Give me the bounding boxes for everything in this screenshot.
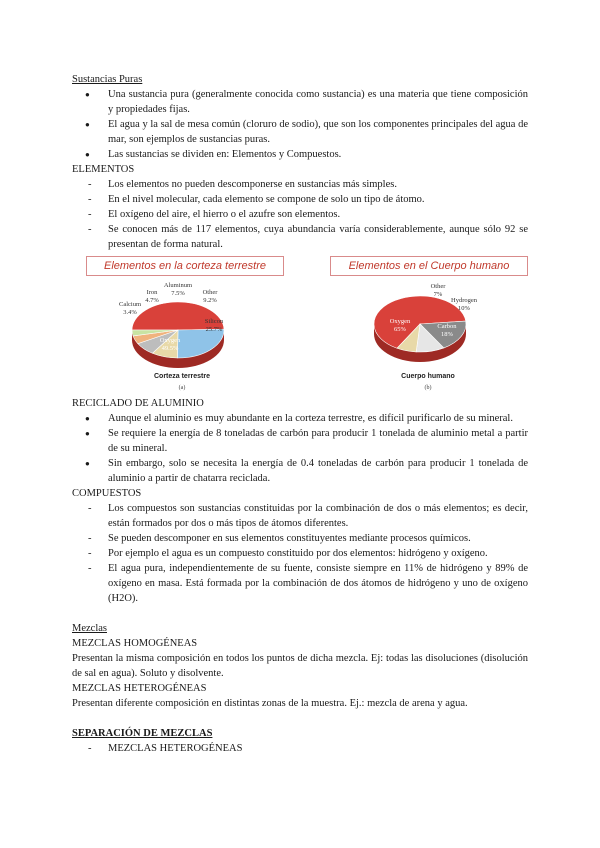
list-item: ● Sin embargo, solo se necesita la energía de 0.4 toneladas de carbón para producir 1 tonelada de aluminio a partir de chatarra reciclada. (72, 456, 528, 486)
spacer (72, 606, 528, 621)
label-other: Other (202, 289, 218, 296)
list-item: - En el nivel molecular, cada elemento se compone de solo un tipo de átomo. (72, 192, 528, 207)
body-sub-label: (b) (424, 385, 432, 391)
label-silicon: Silicon (204, 318, 224, 325)
list-item: - Los elementos no pueden descomponerse en sustancias más simples. (72, 177, 528, 192)
body-caption: Cuerpo humano (401, 373, 455, 380)
label-oxygen: Oxygen (389, 318, 411, 325)
separacion-list (72, 741, 528, 756)
list-item: - El agua pura, independientemente de su fuente, consiste siempre en 11% de hidrógeno y 89% de oxígeno en masa. Está formada por la combinación de dos átomos de hidrógeno y uno de oxígeno (H2O). (72, 561, 528, 606)
sustancias-bullets (72, 87, 528, 162)
body-panel (330, 256, 540, 394)
list-item: ● Una sustancia pura (generalmente conocida como sustancia) es una materia que tiene composición y propiedades fijas. (72, 87, 528, 117)
label-other: Other (430, 283, 446, 290)
list-item: ● Se requiere la energía de 8 toneladas de carbón para producir 1 tonelada de aluminio metal a partir de su mineral. (72, 426, 528, 456)
elementos-list (72, 177, 528, 252)
label-oxygen: Oxygen (159, 337, 181, 344)
label-other-pct: 9.2% (203, 297, 217, 304)
crust-panel (86, 256, 296, 394)
crust-caption: Corteza terrestre (153, 373, 211, 380)
subsection-title-homogeneas: MEZCLAS HOMOGÉNEAS (72, 638, 198, 649)
section-title-elementos: ELEMENTOS (72, 164, 135, 175)
homogeneas-text: Presentan la misma composición en todos los puntos de dicha mezcla. Ej: todas las disoluciones (disolución de sal en agua). Soluto y disolvente. (72, 653, 528, 679)
label-calcium: Calcium (118, 301, 142, 308)
list-item: - Se pueden descomponer en sus elementos constituyentes mediante procesos químicos. (72, 531, 528, 546)
subsection-title-heterogeneas: MEZCLAS HETEROGÉNEAS (72, 683, 207, 694)
crust-pie-chart (86, 278, 296, 394)
document-content (72, 72, 528, 756)
label-aluminum: Aluminum (163, 282, 193, 289)
reciclado-bullets (72, 411, 528, 486)
label-oxygen-pct: 65% (394, 326, 406, 333)
spacer (72, 711, 528, 726)
label-oxygen-pct: 49.5% (161, 345, 179, 352)
label-hydrogen: Hydrogen (451, 297, 477, 304)
label-other-pct: 7% (433, 291, 443, 298)
list-item: ● Las sustancias se dividen en: Elementos y Compuestos. (72, 147, 528, 162)
label-aluminum-pct: 7.5% (171, 290, 185, 297)
list-item: - Por ejemplo el agua es un compuesto constituido por dos elementos: hidrógeno y oxígeno. (72, 546, 528, 561)
body-pie-chart (330, 278, 540, 394)
label-calcium-pct: 3.4% (123, 309, 137, 316)
section-title-mezclas: Mezclas (72, 623, 107, 634)
label-iron: Iron (146, 289, 158, 296)
compuestos-list (72, 501, 528, 606)
list-item: - Los compuestos son sustancias constituidas por la combinación de dos o más elementos; es decir, están formados por dos o más tipos de átomos diferentes. (72, 501, 528, 531)
section-title-sustancias: Sustancias Puras (72, 74, 143, 85)
label-iron-pct: 4.7% (145, 297, 159, 304)
crust-sub-label: (a) (178, 385, 186, 391)
crust-pie-slices (132, 302, 224, 368)
list-item: - Se conocen más de 117 elementos, cuya abundancia varía considerablemente, aunque sólo 92 se presentan de forma natural. (72, 222, 528, 252)
crust-chart-title: Elementos en la corteza terrestre (86, 256, 284, 276)
list-item: - MEZCLAS HETEROGÉNEAS (72, 741, 528, 756)
section-title-separacion: SEPARACIÓN DE MEZCLAS (72, 728, 213, 739)
element-abundance-figure (72, 256, 528, 396)
list-item: ● El agua y la sal de mesa común (cloruro de sodio), que son los componentes principales del agua de mar, son ejemplos de sustancias puras. (72, 117, 528, 147)
section-title-reciclado: RECICLADO DE ALUMINIO (72, 398, 204, 409)
list-item: ● Aunque el aluminio es muy abundante en la corteza terrestre, es difícil purificarlo de su mineral. (72, 411, 528, 426)
list-item: - El oxígeno del aire, el hierro o el azufre son elementos. (72, 207, 528, 222)
label-hydrogen-pct: 10% (458, 305, 470, 312)
label-carbon-pct: 18% (441, 331, 453, 338)
heterogeneas-text: Presentan diferente composición en distintas zonas de la muestra. Ej.: mezcla de arena y agua. (72, 698, 468, 709)
body-chart-title: Elementos en el Cuerpo humano (330, 256, 528, 276)
label-carbon: Carbon (437, 323, 457, 330)
section-title-compuestos: COMPUESTOS (72, 488, 142, 499)
label-silicon-pct: 25.7% (205, 326, 223, 333)
